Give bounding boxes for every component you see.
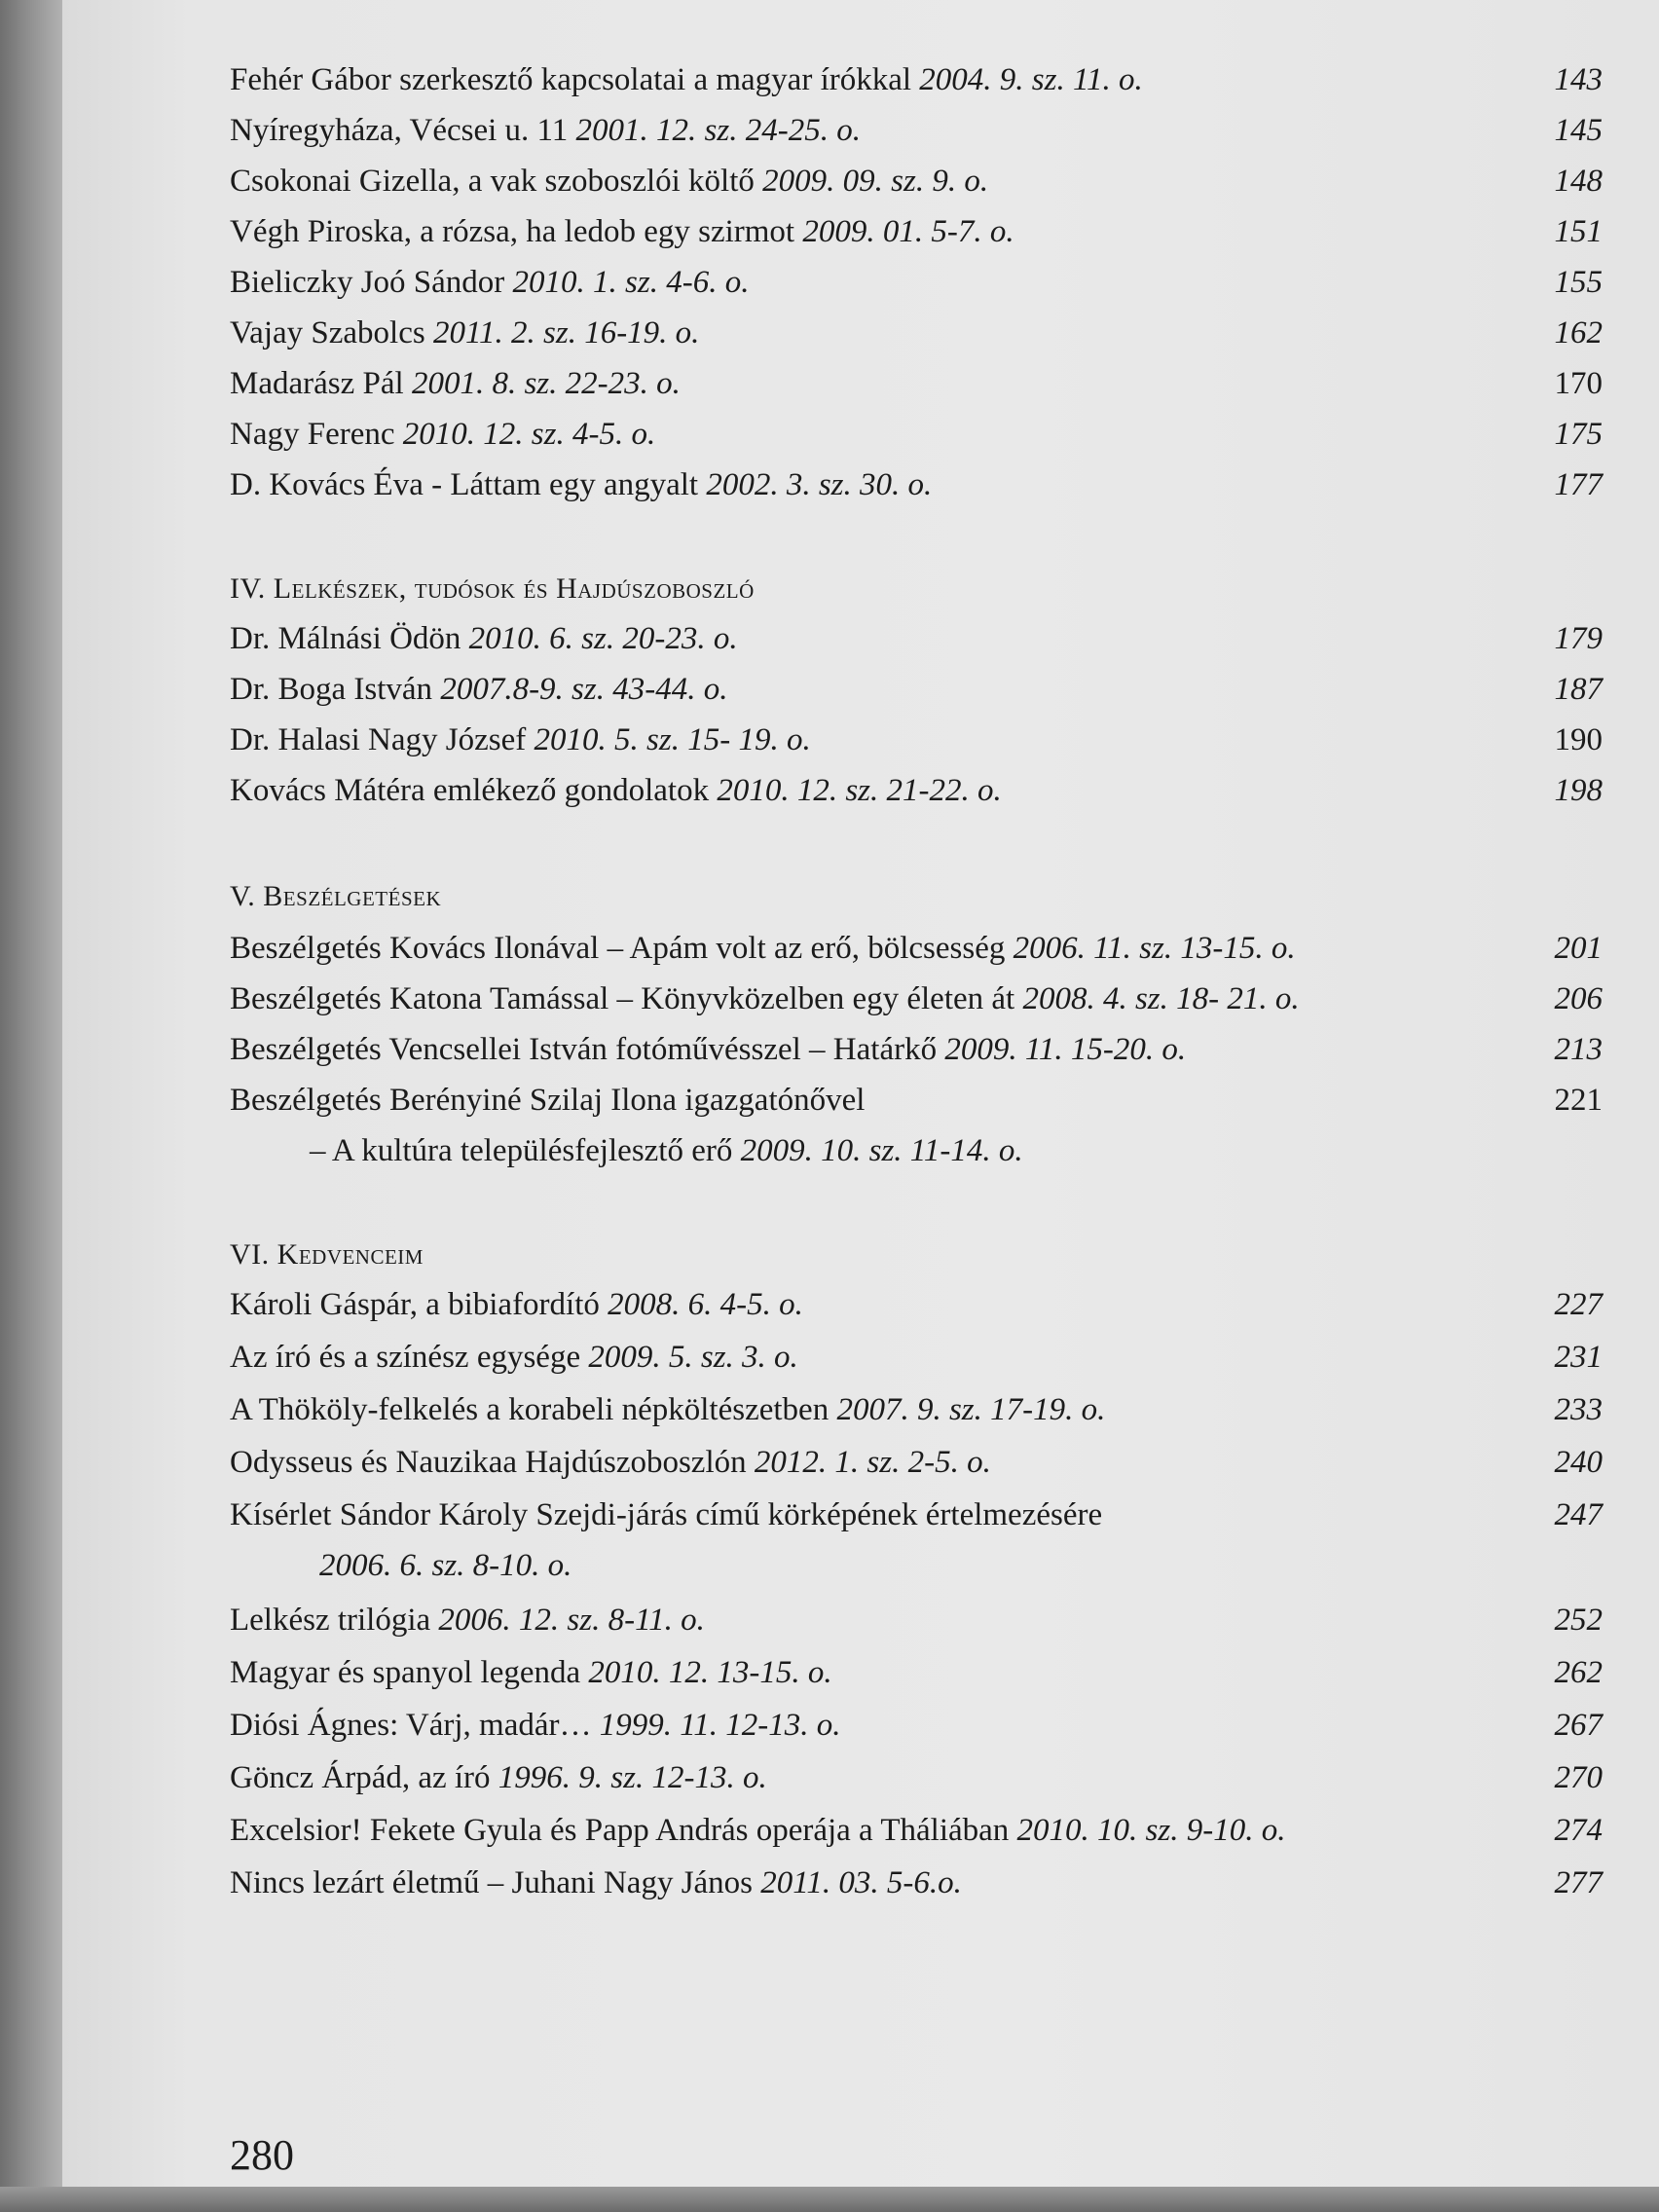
toc-entry <box>230 164 1603 206</box>
entry-title: Nyíregyháza, Vécsei u. 11 <box>230 113 569 148</box>
entry-title: Kovács Mátéra emlékező gondolatok <box>230 773 710 808</box>
entry-citation: 2009. 09. sz. 9. o. <box>762 164 989 199</box>
toc-entry-continuation <box>319 1548 1659 1591</box>
toc-entry <box>230 1340 1603 1382</box>
toc-entry <box>230 1287 1603 1330</box>
entry-citation: 2008. 6. 4-5. o. <box>608 1287 803 1322</box>
entry-title: Nagy Ferenc <box>230 417 395 452</box>
entry-citation: 2002. 3. sz. 30. o. <box>706 467 933 502</box>
entry-page: 145 <box>1554 113 1603 148</box>
entry-page: 177 <box>1554 467 1603 502</box>
entry-citation: 2011. 03. 5-6.o. <box>760 1865 962 1900</box>
toc-entry <box>230 265 1603 308</box>
entry-page: 175 <box>1554 417 1603 452</box>
entry-citation: 2007.8-9. sz. 43-44. o. <box>440 672 728 707</box>
entry-title: Göncz Árpád, az író <box>230 1760 491 1795</box>
entry-page: 231 <box>1554 1340 1603 1375</box>
section-heading-vi: VI. Kedvenceim <box>230 1238 424 1271</box>
entry-citation: 2010. 6. sz. 20-23. o. <box>468 621 738 656</box>
entry-title: Excelsior! Fekete Gyula és Papp András operája a Tháliában <box>230 1813 1010 1848</box>
entry-page: 227 <box>1554 1287 1603 1322</box>
entry-title: Magyar és spanyol legenda <box>230 1655 581 1690</box>
entry-page: 274 <box>1554 1813 1603 1848</box>
toc-entry <box>230 1655 1603 1698</box>
entry-page: 201 <box>1554 931 1603 966</box>
toc-entry <box>230 621 1603 664</box>
entry-title: Dr. Málnási Ödön <box>230 621 461 656</box>
toc-entry <box>230 1813 1603 1856</box>
entry-title: Az író és a színész egysége <box>230 1340 581 1375</box>
entry-title: Lelkész trilógia <box>230 1603 431 1638</box>
entry-citation: 2009. 01. 5-7. o. <box>802 214 1014 249</box>
toc-entry <box>230 417 1603 460</box>
entry-title: Végh Piroska, a rózsa, ha ledob egy szirmot <box>230 214 795 249</box>
entry-citation: 2010. 10. sz. 9-10. o. <box>1016 1813 1286 1848</box>
entry-citation: 2004. 9. sz. 11. o. <box>919 62 1143 97</box>
entry-page: 148 <box>1554 164 1603 199</box>
entry-page: 233 <box>1554 1392 1603 1427</box>
entry-page: 162 <box>1554 315 1603 350</box>
entry-page: 187 <box>1554 672 1603 707</box>
toc-entry <box>230 1497 1603 1540</box>
entry-citation: 1996. 9. sz. 12-13. o. <box>498 1760 767 1795</box>
bottom-edge-shadow <box>0 2187 1659 2212</box>
toc-entry <box>230 931 1603 974</box>
entry-page: 247 <box>1554 1497 1603 1532</box>
entry-title: Nincs lezárt életmű – Juhani Nagy János <box>230 1865 754 1900</box>
entry-page: 190 <box>1554 722 1603 757</box>
entry-page: 143 <box>1554 62 1603 97</box>
entry-citation: 2007. 9. sz. 17-19. o. <box>836 1392 1106 1427</box>
entry-page: 170 <box>1554 366 1603 401</box>
toc-entry <box>230 315 1603 358</box>
entry-citation: 1999. 11. 12-13. o. <box>599 1708 841 1743</box>
toc-entry <box>230 981 1603 1024</box>
toc-entry <box>230 113 1603 156</box>
toc-entry <box>230 366 1603 409</box>
toc-entry-continuation <box>310 1133 1659 1176</box>
entry-title: Beszélgetés Kovács Ilonával – Apám volt az erő, bölcsesség <box>230 931 1006 966</box>
entry-page: 179 <box>1554 621 1603 656</box>
entry-title: Beszélgetés Katona Tamással – Könyvközelben egy életen át <box>230 981 1015 1016</box>
page-number: 280 <box>230 2131 294 2179</box>
toc-entry <box>230 467 1603 510</box>
entry-citation: 2009. 10. sz. 11-14. o. <box>740 1133 1023 1168</box>
entry-page: 277 <box>1554 1865 1603 1900</box>
entry-page: 240 <box>1554 1445 1603 1480</box>
entry-citation: 2006. 12. sz. 8-11. o. <box>438 1603 705 1638</box>
entry-citation: 2010. 12. 13-15. o. <box>588 1655 832 1690</box>
entry-title: Csokonai Gizella, a vak szoboszlói költő <box>230 164 755 199</box>
entry-page: 267 <box>1554 1708 1603 1743</box>
toc-entry <box>230 1445 1603 1488</box>
toc-entry <box>230 773 1603 816</box>
toc-entry <box>230 214 1603 257</box>
entry-page: 213 <box>1554 1032 1603 1067</box>
entry-title: Vajay Szabolcs <box>230 315 425 350</box>
entry-citation: 2009. 11. 15-20. o. <box>944 1032 1187 1067</box>
toc-entry <box>230 672 1603 715</box>
entry-page: 155 <box>1554 265 1603 300</box>
entry-title: Beszélgetés Vencsellei István fotóművésszel – Határkő <box>230 1032 938 1067</box>
entry-title: A Thököly-felkelés a korabeli népköltészetben <box>230 1392 830 1427</box>
toc-entry <box>230 62 1603 105</box>
entry-page: 151 <box>1554 214 1603 249</box>
entry-page: 262 <box>1554 1655 1603 1690</box>
entry-title: Madarász Pál <box>230 366 404 401</box>
entry-citation: 2010. 1. sz. 4-6. o. <box>512 265 750 300</box>
entry-citation: 2008. 4. sz. 18- 21. o. <box>1022 981 1300 1016</box>
entry-citation: 2001. 8. sz. 22-23. o. <box>411 366 681 401</box>
section-heading-v: V. Beszélgetések <box>230 880 442 912</box>
entry-citation: 2009. 5. sz. 3. o. <box>588 1340 798 1375</box>
entry-title: Diósi Ágnes: Várj, madár… <box>230 1708 592 1743</box>
toc-entry <box>230 722 1603 765</box>
entry-page: 206 <box>1554 981 1603 1016</box>
entry-citation: 2001. 12. sz. 24-25. o. <box>575 113 861 148</box>
toc-entry <box>230 1603 1603 1645</box>
entry-citation: 2006. 6. sz. 8-10. o. <box>319 1548 572 1583</box>
entry-citation: 2010. 12. sz. 21-22. o. <box>717 773 1002 808</box>
toc-entry <box>230 1760 1603 1803</box>
entry-title: Bieliczky Joó Sándor <box>230 265 505 300</box>
entry-citation: 2010. 12. sz. 4-5. o. <box>402 417 656 452</box>
entry-title: Károli Gáspár, a bibiafordító <box>230 1287 600 1322</box>
toc-entry <box>230 1083 1603 1125</box>
entry-citation: 2012. 1. sz. 2-5. o. <box>754 1445 991 1480</box>
entry-title: Odysseus és Nauzikaa Hajdúszoboszlón <box>230 1445 747 1480</box>
entry-title: – A kultúra településfejlesztő erő <box>310 1133 733 1168</box>
entry-citation: 2006. 11. sz. 13-15. o. <box>1013 931 1296 966</box>
entry-page: 252 <box>1554 1603 1603 1638</box>
toc-entry <box>230 1865 1603 1908</box>
toc-entry <box>230 1708 1603 1751</box>
entry-citation: 2011. 2. sz. 16-19. o. <box>432 315 700 350</box>
entry-title: Beszélgetés Berényiné Szilaj Ilona igazgatónővel <box>230 1083 866 1118</box>
entry-title: Dr. Halasi Nagy József <box>230 722 527 757</box>
entry-title: D. Kovács Éva - Láttam egy angyalt <box>230 467 699 502</box>
section-heading-iv: IV. Lelkészek, tudósok és Hajdúszoboszló <box>230 572 755 605</box>
entry-title: Fehér Gábor szerkesztő kapcsolatai a magyar írókkal <box>230 62 912 97</box>
toc-entry <box>230 1032 1603 1075</box>
entry-title: Kísérlet Sándor Károly Szejdi-járás című körképének értelmezésére <box>230 1497 1103 1532</box>
toc-entry <box>230 1392 1603 1435</box>
entry-page: 221 <box>1554 1083 1603 1118</box>
entry-title: Dr. Boga István <box>230 672 433 707</box>
entry-page: 198 <box>1554 773 1603 808</box>
entry-page: 270 <box>1554 1760 1603 1795</box>
entry-citation: 2010. 5. sz. 15- 19. o. <box>534 722 811 757</box>
